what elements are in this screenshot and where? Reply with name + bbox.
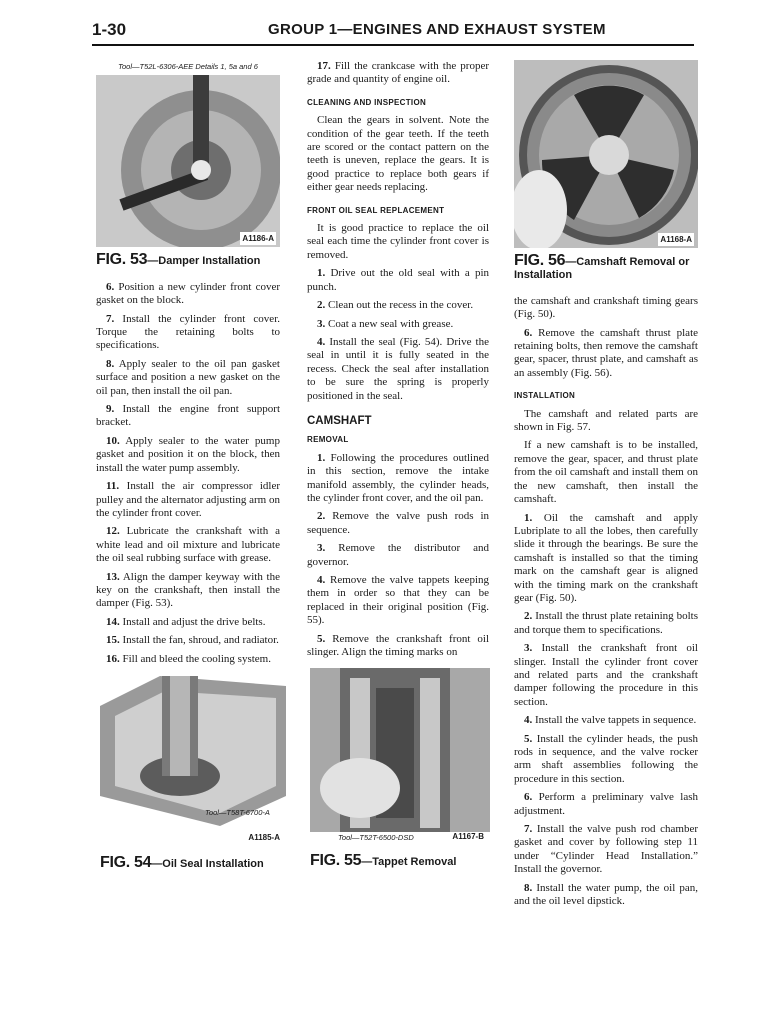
step-item: 4. Remove the valve tappets keeping them in order so that they can be replaced in their original position (Fig. 55). [307,574,490,627]
fig53-id: A1186-A [240,232,276,245]
fig53-caption [96,253,280,268]
fig53-number: FIG. 53 [96,251,148,269]
step-item: 15. Install the fan, shroud, and radiator. [106,634,279,647]
camshaft-heading: CAMSHAFT [307,414,372,427]
step-item: 2. Install the thrust plate retaining bolts and torque them to specifications. [514,610,698,636]
step-item: 4. Install the seal (Fig. 54). Drive the seal in until it is fully seated in the recess. Check the seal after installation to be sure the spring is properly positioned in the seal. [307,335,489,402]
seal-heading: FRONT OIL SEAL REPLACEMENT [307,205,445,215]
seal-text: It is good practice to replace the oil seal each time the cylinder front cover is removed. [307,222,489,261]
fig56-caption [514,254,698,283]
fig54-number: FIG. 54 [100,854,152,871]
step-item: 1. Drive out the old seal with a pin punch. [307,267,489,293]
install-steps-list [96,281,280,666]
step-item: 12. Lubricate the crankshaft with a white lead and oil mixture and lubricate the oil seal rubbing surface with grease. [96,525,280,565]
step-item: 1. Following the procedures outlined in this section, remove the intake manifold assembly, the cylinder heads, the cylinder front cover, and the oil pan. [307,451,490,504]
fig55-caption-text: —Tappet Removal [361,856,457,868]
step-item: 13. Align the damper keyway with the key on the crankshaft, then install the damper (Fig. 53). [96,570,280,610]
step-item: 2. Remove the valve push rods in sequence. [307,510,490,536]
fig53-caption-text: —Damper Installation [147,255,261,268]
installation-intro-1: The camshaft and related parts are shown in Fig. 57. [514,407,698,434]
step-item: 3. Coat a new seal with grease. [317,317,454,330]
step-item: 16. Fill and bleed the cooling system. [106,652,271,665]
fig56-caption-text: —Camshaft Removal or Installation [514,256,690,282]
step-item: 2. Clean out the recess in the cover. [317,299,474,312]
step-item: 9. Install the engine front support bracket. [96,403,281,429]
fig53-photo [96,75,280,247]
fig55-photo [310,668,490,842]
step-item: 17. Fill the crankcase with the proper grade and quantity of engine oil. [307,60,489,86]
column-2 [307,60,489,664]
fig55-number: FIG. 55 [310,852,362,869]
fig55-tool-label: Tool—T52T-6500-DSD [338,833,414,842]
page-number: 1-30 [92,20,127,39]
fig56-number: FIG. 56 [514,252,566,269]
step-item: 3. Remove the distributor and governor. [307,542,489,568]
step-item: 8. Install the water pump, the oil pan, and the oil level dipstick. [514,881,699,908]
tappet-illustration [310,668,490,832]
installation-heading: INSTALLATION [514,391,576,401]
step-item: 8. Apply sealer to the oil pan gasket surface and position a new gasket on the oil pan, then install the oil pan. [96,357,280,397]
cleaning-heading: CLEANING AND INSPECTION [307,97,427,107]
page-header [92,18,694,46]
step-item: 5. Install the cylinder heads, the push rods in sequence, and the valve rocker arm shaft assemblies following the procedure in this section. [514,732,698,785]
fig54-photo [100,676,286,844]
step-item: 7. Install the cylinder front cover. Torque the retaining bolts to specifications. [96,312,280,352]
installation-intro-2: If a new camshaft is to be installed, remove the gear, spacer, and thrust plate from the oil camshaft and install them on the new camshaft, then install the camshaft. [514,439,698,506]
fig56-id: A1168-A [658,233,694,246]
column-1 [96,60,280,671]
fig56-photo [514,60,698,248]
step-item: 3. Install the crankshaft front oil slinger. Install the cylinder front cover and related parts and the crankshaft damper following the procedure in this section. [514,642,698,708]
fig53-tool-label: Tool—T52L-6306-AEE Details 1, 5a and 6 [118,62,258,71]
step-item: 6. Position a new cylinder front cover gasket on the block. [96,280,280,307]
fig54-id: A1185-A [248,833,280,842]
step-item: 10. Apply sealer to the water pump gasket and position it on the block, then install the water pump assembly. [96,434,280,474]
fig55-caption [310,852,490,870]
cleaning-text: Clean the gears in solvent. Note the condition of the gear teeth. If the teeth are scored or the contact pattern on the teeth is uneven, replace the gears. It is good practice to replace both gears if either gear needs replacing. [307,114,489,194]
removal-heading: REMOVAL [307,435,349,445]
step-item: 1. Oil the camshaft and apply Lubriplate to all the lobes, then carefully slide it through the bearings. Be sure the camshaft is installed so that the timing mark on the camshaft gear is aligned with the timing mark on the crankshaft gear (Fig. 50). [514,511,698,604]
fig55-block [310,668,490,882]
camshaft-gear-illustration [514,60,698,248]
page-title: GROUP 1—ENGINES AND EXHAUST SYSTEM [268,21,606,38]
step-item: 6. Remove the camshaft thrust plate retaining bolts, then remove the camshaft gear, spacer, thrust plate, and camshaft as an assembly (Fig. 56). [514,326,699,379]
fig54-tool-label: Tool—T58T-6700-A [205,808,270,817]
fig55-id: A1167-B [452,832,484,841]
oil-seal-illustration [100,676,286,826]
fig54-caption [100,854,286,872]
step-item: 4. Install the valve tappets in sequence. [524,714,697,727]
column-3 [514,60,698,913]
step-item: 14. Install and adjust the drive belts. [106,615,266,628]
fig54-block [100,676,286,884]
step-item: 7. Install the valve push rod chamber gasket and cover by following step 11 under “Cylinder Head Installation.” Install the governor. [514,823,698,876]
step-item: 5. Remove the crankshaft front oil slinger. Align the timing marks on [307,632,489,659]
continued-text: the camshaft and crankshaft timing gears (Fig. 50). [514,294,698,321]
step-item: 11. Install the air compressor idler pulley and the alternator adjusting arm on the cylinder front cover. [96,480,281,519]
step-item: 6. Perform a preliminary valve lash adjustment. [514,791,698,817]
fig54-caption-text: —Oil Seal Installation [151,858,264,870]
damper-illustration [96,75,280,247]
